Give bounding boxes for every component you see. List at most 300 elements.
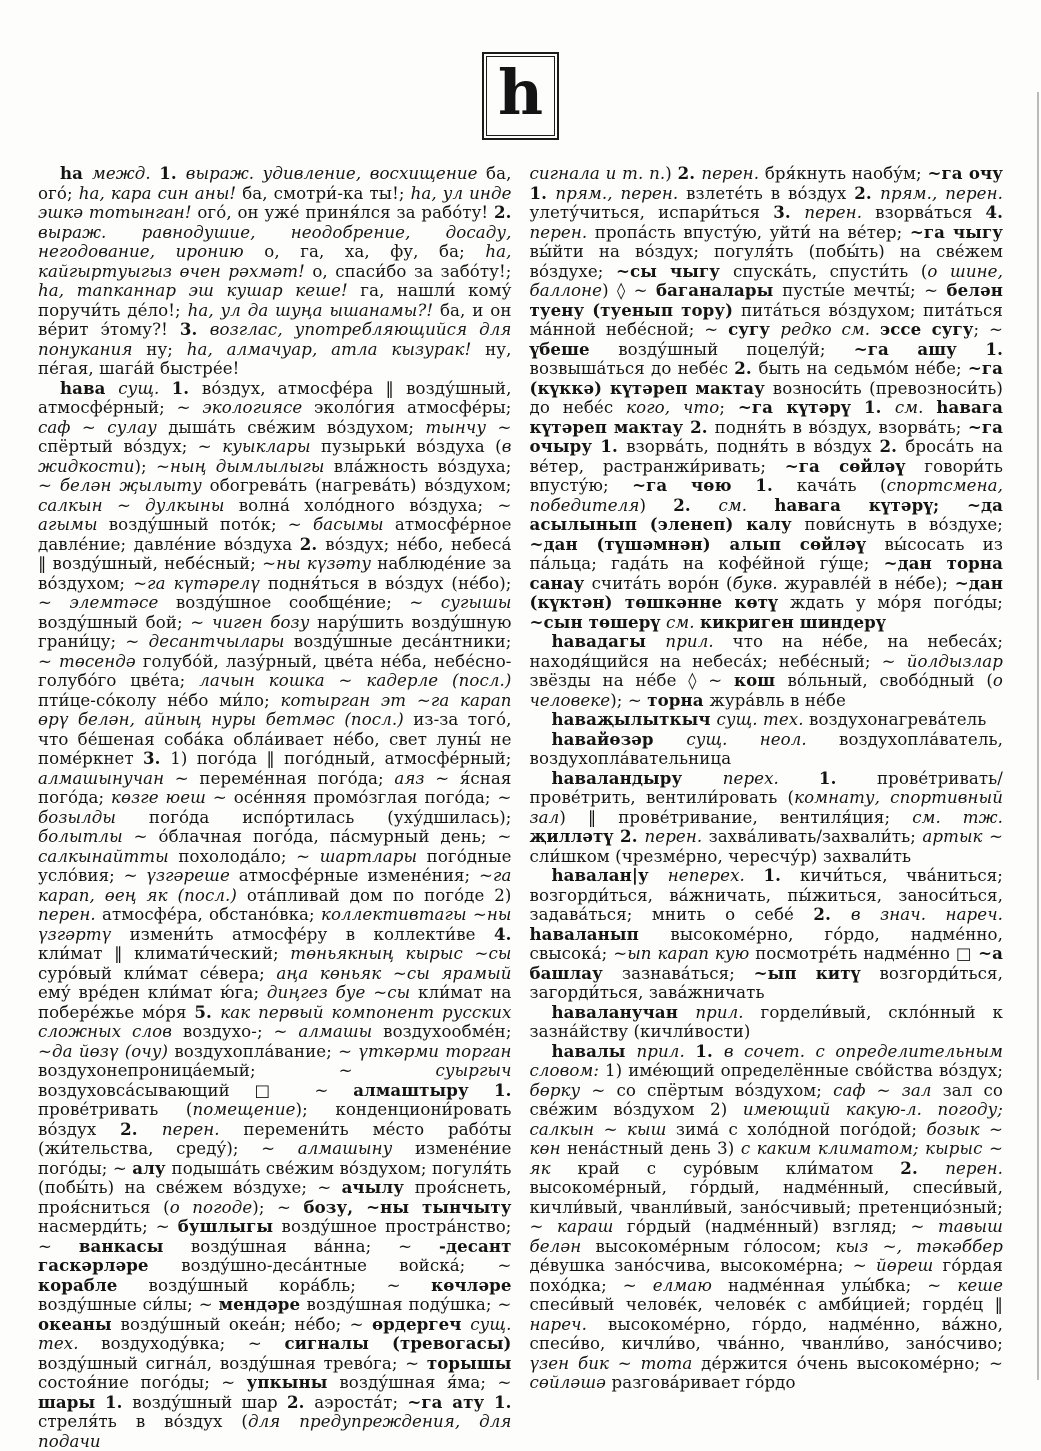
text-run: подня́ть в во́здух, взорва́ть; bbox=[715, 418, 968, 437]
text-run: в знач. нареч. bbox=[851, 905, 1003, 924]
text-run: прил. bbox=[695, 1003, 760, 1022]
text-run: 2. bbox=[494, 202, 512, 222]
text-run: о шине, баллоне bbox=[530, 262, 1003, 301]
dictionary-entry bbox=[530, 730, 1004, 769]
text-run: сущ. неол. bbox=[686, 730, 839, 749]
text-run: тавыш белән bbox=[530, 1217, 1003, 1256]
text-run: броса́ть на ве́тер, растранжи́ривать; bbox=[530, 437, 1003, 476]
text-run: воздуховса́сывающий □ ~ bbox=[38, 1081, 353, 1100]
text-run: 2. bbox=[673, 495, 718, 515]
text-run: ба, ого́; bbox=[38, 164, 512, 203]
text-run: 4. bbox=[985, 202, 1003, 222]
text-run: 2. bbox=[880, 436, 906, 456]
dictionary-entry bbox=[530, 632, 1004, 710]
text-run: сугу bbox=[728, 319, 780, 339]
text-run: измене́ние пого́ды; ~ bbox=[38, 1139, 512, 1178]
text-run: де́вушка зано́счива, высокоме́рна; ~ bbox=[530, 1256, 876, 1275]
text-run: сущ. тех. bbox=[716, 710, 809, 729]
text-run: нареч. bbox=[530, 1315, 608, 1334]
text-run: взорва́ться bbox=[875, 203, 985, 222]
text-run: аэроста́т; bbox=[314, 1393, 407, 1412]
text-run: кача́ть ( bbox=[797, 476, 887, 495]
text-run: воздухообме́н; bbox=[383, 1022, 511, 1041]
text-run: пови́снуть в во́здухе; bbox=[804, 515, 1003, 534]
text-run: зал со све́жим во́здухом 2) bbox=[530, 1081, 1004, 1120]
text-run: посмотре́ть надме́нно □ bbox=[755, 944, 978, 963]
text-run: вы́сосать из па́льца; гада́ть на кофе́йной гу́ще; bbox=[530, 535, 1004, 574]
text-run: тынчу bbox=[425, 418, 497, 437]
text-run: ванкасы bbox=[79, 1236, 191, 1256]
text-run: пти́це-со́колу не́бо ми́ло; bbox=[38, 691, 280, 710]
text-run: голубо́й, лазу́рный, цве́та не́ба, небе́сно-голубо́го цве́та; bbox=[38, 652, 512, 691]
text-run: возду́шные си́лы; ~ bbox=[38, 1295, 219, 1314]
text-run: елмаю bbox=[653, 1276, 728, 1295]
text-run: перех. bbox=[723, 769, 819, 788]
text-run: высокоме́рный, го́рдый, надме́нный, спеси́вый, кичли́вый, чванли́вый, зано́счивый; претенцио́зный; ~ bbox=[530, 1178, 1004, 1236]
text-run: перен. bbox=[945, 1159, 1003, 1178]
text-run: насмерди́ть; ~ bbox=[38, 1217, 178, 1236]
text-run: журавле́й в не́бе); bbox=[784, 574, 954, 593]
text-run: куыклары bbox=[222, 437, 321, 456]
text-run: котырган эт ~га карап өрү белән, айның нуры бетмәс (посл.) bbox=[38, 691, 512, 730]
text-run: ~ переме́нная пого́да; bbox=[175, 769, 395, 788]
text-run: ) bbox=[665, 164, 677, 183]
text-run: 1. bbox=[695, 1041, 724, 1061]
text-run: көчләре bbox=[431, 1275, 511, 1295]
text-run: букв. bbox=[733, 574, 785, 593]
text-run: говори́ть впусту́ю; bbox=[530, 457, 1004, 496]
text-run: 2. bbox=[287, 1392, 314, 1412]
text-run: ~га күтәрелү bbox=[133, 574, 268, 593]
text-run: перен. bbox=[644, 827, 708, 846]
text-run: ~ о́блачная пого́да, па́смурный день; ~ bbox=[134, 827, 512, 846]
dictionary-entry bbox=[530, 1042, 1004, 1393]
text-run: 1. bbox=[819, 768, 877, 788]
text-run: прям., перен. bbox=[880, 184, 1003, 203]
text-run: алмаштыру 1. bbox=[353, 1080, 511, 1100]
text-run: вла́жность во́здуха; ~ bbox=[38, 457, 512, 496]
text-run: кого, что bbox=[626, 398, 719, 417]
text-run: см. bbox=[719, 496, 775, 515]
text-run: экологиясе bbox=[202, 398, 314, 417]
text-run: пропа́сть впусту́ю, уйти́ на ве́тер; bbox=[595, 223, 910, 242]
text-run: төньякның кырыс ~сы bbox=[290, 944, 511, 963]
text-run: взорва́ть, подня́ть в во́здух bbox=[626, 437, 879, 456]
text-run: спортсмена, победителя bbox=[530, 476, 1004, 515]
text-run: ачылу bbox=[342, 1177, 415, 1197]
text-run: һа, кара син аны! bbox=[79, 184, 243, 203]
text-run: һа, тапканнар эш кушар кеше! bbox=[38, 281, 360, 300]
text-run: кош bbox=[734, 670, 787, 690]
text-run: бозык ~ көн bbox=[530, 1120, 1004, 1159]
text-run: кли́мат ‖ климати́ческий; bbox=[38, 944, 290, 963]
text-run: дыша́ть све́жим во́здухом; bbox=[168, 418, 425, 437]
text-run: һавага күтәреп мактау 2. bbox=[530, 397, 1004, 437]
text-run: спеси́вый челове́к, челове́к с амби́цией; горде́ц ‖ bbox=[530, 1295, 1004, 1314]
text-run: возду́шное простра́нство; ~ bbox=[38, 1217, 512, 1256]
text-run: подыша́ть све́жим во́здухом; погуля́ть (побы́ть) на све́жем во́здухе; ~ bbox=[38, 1159, 512, 1198]
text-run: баганалары bbox=[656, 280, 782, 300]
text-run: лачын кошка ~ кадерле (посл.) bbox=[199, 671, 511, 690]
text-run: чиген бозу bbox=[212, 613, 317, 632]
text-run: высокоме́рно, го́рдо, надме́нно, свысока́; bbox=[530, 925, 1004, 964]
text-run: белән җылыту bbox=[60, 476, 210, 495]
text-run: диңгез буе ~сы bbox=[267, 983, 418, 1002]
text-run: пузырьки́ во́здуха ( bbox=[321, 437, 502, 456]
text-run: подня́ться в во́здух (не́бо); ~ bbox=[38, 574, 512, 613]
text-run: ба, смотри́-ка ты!; bbox=[242, 184, 410, 203]
text-run: возду́шный шар bbox=[132, 1393, 287, 1412]
text-run: һаваланучан bbox=[552, 1002, 696, 1022]
text-run: алмашыну bbox=[298, 1139, 415, 1158]
text-run: кеше bbox=[957, 1276, 1003, 1295]
text-run: ); bbox=[134, 457, 156, 476]
text-run: возгорди́ться, загорди́ться, зава́жничать bbox=[530, 964, 1004, 1003]
text-run: в сочет. с определительным словом: bbox=[530, 1042, 1004, 1081]
text-run: океаны bbox=[38, 1314, 121, 1334]
text-run: салкынайтты bbox=[38, 847, 178, 866]
text-run: алу bbox=[132, 1158, 171, 1178]
text-run: сөйләшә bbox=[530, 1373, 612, 1392]
text-run: нена́стный день 3) bbox=[567, 1139, 741, 1158]
text-run: состоя́ние пого́ды; ~ bbox=[38, 1373, 247, 1392]
text-run: с каким климатом; кырыс ~ як bbox=[530, 1139, 1004, 1178]
text-run: прове́тривать ( bbox=[38, 1100, 193, 1119]
text-run: һа, кайгыртуыгыз өчен рәхмәт! bbox=[38, 242, 512, 281]
text-run: перен. bbox=[804, 203, 875, 222]
text-run: ; bbox=[719, 398, 738, 417]
text-run: бозылды bbox=[38, 808, 149, 827]
dictionary-entry bbox=[530, 164, 1004, 632]
text-run: һавайөзәр bbox=[552, 729, 687, 749]
text-run: наблюде́ние за во́здухом; bbox=[38, 554, 511, 593]
text-run: ~сы чыгу bbox=[616, 261, 733, 281]
text-run: атмосфе́рное давле́ние; давле́ние во́здуха bbox=[38, 515, 512, 554]
text-run: ~ сли́шком (чрезме́рно, чересчу́р) захвали́ть bbox=[530, 827, 1004, 866]
text-run: атмосфе́ра, обстано́вка; bbox=[102, 905, 321, 924]
text-run: ота́пливай дом по пого́де 2) bbox=[247, 886, 512, 905]
text-run: зазнава́ться; bbox=[622, 964, 754, 983]
text-run: ~дан (түшәмнән) алып сөйләү bbox=[530, 534, 885, 554]
text-run: һава bbox=[60, 378, 118, 398]
text-run: прил. bbox=[637, 1042, 696, 1061]
text-run: о, спаси́бо за забо́ту!; bbox=[312, 262, 511, 281]
text-run: перен. bbox=[38, 905, 102, 924]
text-run: край с суро́вым кли́матом bbox=[578, 1159, 901, 1178]
text-run: перен. bbox=[701, 164, 765, 183]
text-run: го́рдая похо́дка; ~ bbox=[530, 1256, 1004, 1295]
text-run: караш bbox=[557, 1217, 627, 1236]
dictionary-entry bbox=[530, 710, 1004, 730]
text-run: сигналы (тревогасы) bbox=[284, 1333, 511, 1353]
text-run: һавадагы bbox=[552, 631, 666, 651]
text-run: возду́шно-деса́нтные войска́; ~ bbox=[181, 1256, 511, 1275]
text-run: ~га күтәрү 1. bbox=[738, 397, 895, 417]
text-run: для предупреждения, для подачи bbox=[38, 1412, 512, 1451]
text-run: алмашынучан bbox=[38, 769, 175, 788]
text-run: редко см. bbox=[780, 320, 880, 339]
text-run: 4. bbox=[494, 924, 512, 944]
text-run: десантчылары bbox=[149, 632, 294, 651]
text-run: выраж. удивление, восхищение bbox=[186, 164, 486, 183]
text-run: ~да йөзү (очу) bbox=[38, 1042, 174, 1061]
text-run: 3. bbox=[143, 748, 170, 768]
text-run: ~га очыру 1. bbox=[530, 417, 1004, 457]
text-run: пого́да испо́ртилась (уху́дшилась); bbox=[149, 808, 512, 827]
text-run: ) ‖ прове́тривание, вентиля́ция; bbox=[559, 808, 912, 827]
text-run: имеющий какую-л. погоду; салкын ~ кыш bbox=[530, 1100, 1004, 1139]
text-run: элемтәсе bbox=[69, 593, 175, 612]
text-run: ~дан (күктән) төшкәнне көтү bbox=[530, 573, 1003, 613]
text-run: сущ. тех. bbox=[38, 1315, 512, 1354]
text-run: 1. bbox=[172, 378, 202, 398]
text-run: ~га (күккә) күтәреп мактау bbox=[530, 358, 1004, 398]
text-run: үбеше bbox=[530, 339, 619, 359]
text-run: перен. bbox=[530, 223, 595, 242]
text-run: 1) име́ющий определённые сво́йства во́здух; bbox=[605, 1061, 1003, 1080]
text-run: во́здух; не́бо, небеса́ ‖ возду́шный, небе́сный; bbox=[38, 535, 512, 574]
text-run: йөреш bbox=[876, 1256, 943, 1275]
text-run: ); ~ bbox=[610, 691, 647, 710]
text-run: -десант гаскәрләре bbox=[38, 1236, 511, 1276]
text-run: возду́шный бой; ~ bbox=[38, 613, 212, 632]
text-run: быть на седьмо́м не́бе; bbox=[759, 359, 968, 378]
text-run: де́ржится о́чень высокоме́рно; ~ bbox=[701, 1354, 1003, 1373]
text-run: ~а башлау bbox=[530, 943, 1004, 983]
text-run: ); ~ bbox=[252, 1198, 303, 1217]
text-run: артык bbox=[922, 827, 989, 846]
text-run: возду́шный сигна́л, возду́шная трево́га; ~ bbox=[38, 1354, 427, 1373]
text-run: һавалы bbox=[552, 1041, 637, 1061]
text-run: суыргыч bbox=[436, 1061, 512, 1080]
text-run: суро́вый кли́мат се́вера; bbox=[38, 964, 276, 983]
text-run: взлете́ть в во́здух bbox=[686, 184, 854, 203]
dictionary-entry bbox=[38, 379, 512, 1451]
text-run: звёзды на не́бе ◊ ~ bbox=[530, 671, 735, 690]
section-letter: һ bbox=[498, 57, 543, 129]
text-run: неперех. bbox=[668, 866, 764, 885]
text-run: коллективтагы ~ны үзгәртү bbox=[38, 905, 511, 944]
text-run: гордели́вый, скло́нный к зазна́йству (кичли́вости) bbox=[530, 1003, 1004, 1042]
text-run: һа, ул да шуңа ышанамы?! bbox=[188, 301, 440, 320]
text-run: сущ. bbox=[118, 379, 171, 398]
text-run: ); конденциони́ровать во́здух bbox=[38, 1100, 512, 1139]
text-run: надме́нная улы́бка; ~ bbox=[728, 1276, 957, 1295]
text-run: вы́йти на во́здух; погуля́ть (побы́ть) на све́жем во́здухе; bbox=[530, 242, 1004, 281]
text-run: үткәрми торган bbox=[358, 1042, 511, 1061]
text-run: көзге юеш bbox=[111, 788, 213, 807]
text-run: ~ны күзәту bbox=[262, 554, 377, 573]
text-run: 2. bbox=[734, 358, 758, 378]
text-run: о, га, ха, фу, ба; bbox=[264, 242, 485, 261]
text-run: счита́ть воро́н ( bbox=[592, 574, 733, 593]
text-run: 3. bbox=[180, 319, 210, 339]
text-run: эссе сугу bbox=[880, 319, 974, 339]
text-run: разгова́ривает го́рдо bbox=[611, 1373, 795, 1392]
text-run: во́здух, атмосфе́ра ‖ возду́шный, атмосфе́рный; bbox=[38, 379, 511, 418]
text-run: ~ спёртый во́здух; ~ bbox=[38, 418, 512, 457]
text-run: возду́шный поцелу́й; bbox=[618, 340, 853, 359]
text-run: возду́шный пото́к; ~ bbox=[109, 515, 313, 534]
text-run: ждать у мо́ря пого́ды; bbox=[790, 593, 1003, 612]
text-run: һаваландыру bbox=[552, 768, 723, 788]
text-run: агымы bbox=[38, 515, 109, 534]
text-run: помещение bbox=[193, 1100, 296, 1119]
text-run: нару́шить возду́шную грани́цу; ~ bbox=[38, 613, 512, 652]
text-run: ~ bbox=[177, 398, 203, 417]
text-run: похолода́ло; ~ bbox=[178, 847, 319, 866]
text-run: болытлы bbox=[38, 827, 134, 846]
text-run: 2. bbox=[678, 163, 702, 183]
text-run: кичи́ться, чва́ниться; возгорди́ться, ва́жничать, пы́житься, заноси́ться, задава́ться; мнить о себе́ bbox=[530, 866, 1004, 924]
text-run: го́рдый (надме́нный) взгляд; ~ bbox=[627, 1217, 938, 1236]
text-run: 5. bbox=[194, 1002, 220, 1022]
text-run: возглас, употребляющийся для понукания bbox=[38, 320, 511, 359]
text-run: ого́, он уже́ приня́лся за рабо́ту! bbox=[197, 203, 494, 222]
text-run: воздухонепроница́емый; ~ bbox=[38, 1061, 436, 1080]
text-run: ну; bbox=[146, 340, 186, 359]
text-run: высокоме́рно, го́рдо, надме́нно, ва́жно, спеси́во, кичли́во, чва́нно, чванли́во, зано́счиво; bbox=[530, 1315, 1004, 1354]
text-run: воздухо-; ~ bbox=[183, 1022, 299, 1041]
text-run: һаваланып bbox=[530, 924, 671, 944]
text-run: измени́ть атмосфе́ру в коллекти́ве bbox=[130, 925, 494, 944]
text-run: о человеке bbox=[530, 671, 1004, 710]
text-run: ~ып карап кую bbox=[613, 944, 755, 963]
text-run: ~га чөю 1. bbox=[632, 475, 797, 495]
text-run: ~га ату 1. bbox=[407, 1392, 511, 1412]
text-run: воздухопла́вание; ~ bbox=[174, 1042, 358, 1061]
text-run: пого́дные усло́вия; ~ bbox=[38, 847, 512, 886]
text-run: һа, ул инде эшкә тотынган! bbox=[38, 184, 512, 223]
text-run: 2. bbox=[120, 1119, 162, 1139]
text-run: прил. bbox=[665, 632, 732, 651]
text-run: ~га карап, өең як (посл.) bbox=[38, 866, 512, 905]
text-run: бозу, ~ны тынчыту bbox=[303, 1197, 511, 1217]
text-run: аяз bbox=[394, 769, 435, 788]
text-run: кикриген шиндерү bbox=[700, 612, 886, 632]
text-run: во́льный, свобо́дный ( bbox=[787, 671, 992, 690]
text-run: һаваҗылыткыч bbox=[552, 709, 717, 729]
section-letter-box-inner bbox=[486, 56, 555, 136]
text-run: кли́мат на побере́жье мо́ря bbox=[38, 983, 511, 1022]
text-run: о погоде bbox=[170, 1198, 253, 1217]
dictionary-entry bbox=[530, 1003, 1004, 1042]
text-run: ба, и он ве́рит э́тому?! bbox=[38, 301, 511, 340]
text-run: воздухонагрева́тель bbox=[809, 710, 986, 729]
scan-edge-artifact bbox=[1037, 92, 1039, 1380]
text-run: возду́шные деса́нтники; ~ bbox=[38, 632, 512, 671]
section-letter-box bbox=[482, 52, 559, 140]
text-run: возду́шная я́ма; ~ bbox=[339, 1373, 511, 1392]
text-run: прям., перен. bbox=[555, 184, 686, 203]
text-run: белән туену (туенып тору) bbox=[530, 280, 1003, 320]
text-run: ; ~ bbox=[974, 320, 1004, 339]
text-run: мендәре bbox=[219, 1294, 307, 1314]
text-run: возду́шный кора́бль; ~ bbox=[149, 1276, 432, 1295]
text-run: саф ~ сулау bbox=[38, 418, 168, 437]
text-run: воздухопла́ватель, воздухопла́вательница bbox=[530, 730, 1004, 769]
text-run: проя́снеть, проя́сниться ( bbox=[38, 1178, 512, 1217]
text-run: 2. bbox=[854, 183, 880, 203]
right-column bbox=[530, 164, 1004, 1451]
text-run: кыз ~, тәкәббер bbox=[836, 1237, 1003, 1256]
text-run: 1) пого́да ‖ пого́дный, атмосфе́рный; bbox=[170, 749, 511, 768]
text-run: перемени́ть ме́сто рабо́ты (жи́тельства, среду́); ~ bbox=[38, 1120, 512, 1159]
text-run: һа, алмачуар, атла кызурак! bbox=[187, 340, 485, 359]
text-run: стреля́ть в во́здух ( bbox=[38, 1412, 248, 1431]
text-run: как первый компонент русских сложных слов bbox=[38, 1003, 512, 1042]
text-run: ~дан торна санау bbox=[530, 553, 1004, 593]
text-run: саф ~ зал bbox=[833, 1081, 943, 1100]
left-column bbox=[38, 164, 512, 1451]
text-run: упкыны bbox=[247, 1372, 340, 1392]
text-run: ~ осе́нняя промо́зглая пого́да; ~ bbox=[213, 788, 512, 807]
text-run: см. тж. bbox=[912, 808, 1003, 827]
text-run: что на не́бе, на небеса́х; находя́щийся на небеса́х; небе́сный; ~ bbox=[530, 632, 1004, 671]
text-run: атмосфе́рные измене́ния; bbox=[239, 866, 479, 885]
text-run: ему́ вре́ден кли́мат ю́га; bbox=[38, 983, 267, 1002]
text-run: выраж. равнодушие, неодобрение, досаду, негодование, иронию bbox=[38, 223, 512, 262]
text-run: торышы bbox=[427, 1353, 512, 1373]
text-run: 3. bbox=[773, 202, 804, 222]
text-run: ) bbox=[639, 496, 673, 515]
text-run: захва́ливать/захвали́ть; bbox=[709, 827, 923, 846]
text-run: межд. bbox=[92, 164, 159, 183]
text-columns bbox=[0, 164, 1041, 1451]
text-run: ~га чыгу bbox=[910, 222, 1003, 242]
text-run: торна bbox=[647, 690, 709, 710]
text-run: салкын ~ дулкыны bbox=[38, 496, 239, 515]
text-run: ~ның дымлылыгы bbox=[156, 457, 334, 476]
text-run: сугышы bbox=[441, 593, 512, 612]
text-run: йолдызлар bbox=[907, 652, 1003, 671]
text-run: 2. bbox=[900, 1158, 945, 1178]
text-run: высокоме́рным го́лосом; bbox=[595, 1237, 835, 1256]
text-run: возноси́ть (превозноси́ть) до небе́с bbox=[530, 379, 1004, 418]
text-run: пусты́е мечты́; ~ bbox=[782, 281, 946, 300]
text-run: ~ со спёртым во́здухом; bbox=[591, 1081, 833, 1100]
text-run: ~га сөйләү bbox=[785, 456, 925, 476]
text-run: возду́шное сообще́ние; ~ bbox=[176, 593, 441, 612]
text-run: бря́кнуть наобу́м; bbox=[765, 164, 928, 183]
text-run: см. bbox=[666, 613, 700, 632]
dictionary-entry bbox=[530, 769, 1004, 867]
text-run: 1. bbox=[763, 865, 800, 885]
text-run: ~сын төшерү bbox=[530, 612, 667, 632]
text-run: эколо́гия атмосфе́ры; bbox=[314, 398, 511, 417]
text-run: үзгәреше bbox=[146, 866, 238, 885]
text-run: 1. bbox=[159, 163, 186, 183]
dictionary-entry bbox=[530, 866, 1004, 1003]
text-run: комнату, спортивный зал bbox=[530, 788, 1004, 827]
text-run: см. bbox=[895, 398, 936, 417]
text-run: алмашы bbox=[298, 1022, 383, 1041]
text-run: воздуходу́вка; ~ bbox=[101, 1334, 284, 1353]
text-run: ярамый bbox=[441, 964, 511, 983]
text-run: возду́шная поду́шка; ~ bbox=[307, 1295, 512, 1314]
text-run: ) ◊ ~ bbox=[602, 281, 656, 300]
text-run: из-за того́, что бе́шеная соба́ка обла́ивает не́бо, свет луны́ не поме́ркнет bbox=[38, 710, 512, 768]
text-run: бушлыгы bbox=[178, 1216, 282, 1236]
text-run: шартлары bbox=[320, 847, 427, 866]
text-run: үзен бик ~ тота bbox=[530, 1354, 702, 1373]
dictionary-entry bbox=[38, 164, 512, 379]
text-run: шары 1. bbox=[38, 1392, 132, 1412]
text-run: улету́читься, испари́ться bbox=[530, 203, 774, 222]
text-run: ~га ашу 1. bbox=[854, 339, 1003, 359]
text-run: волна́ холо́дного во́здуха; ~ bbox=[239, 496, 512, 515]
text-run: в жидкости bbox=[38, 437, 512, 476]
